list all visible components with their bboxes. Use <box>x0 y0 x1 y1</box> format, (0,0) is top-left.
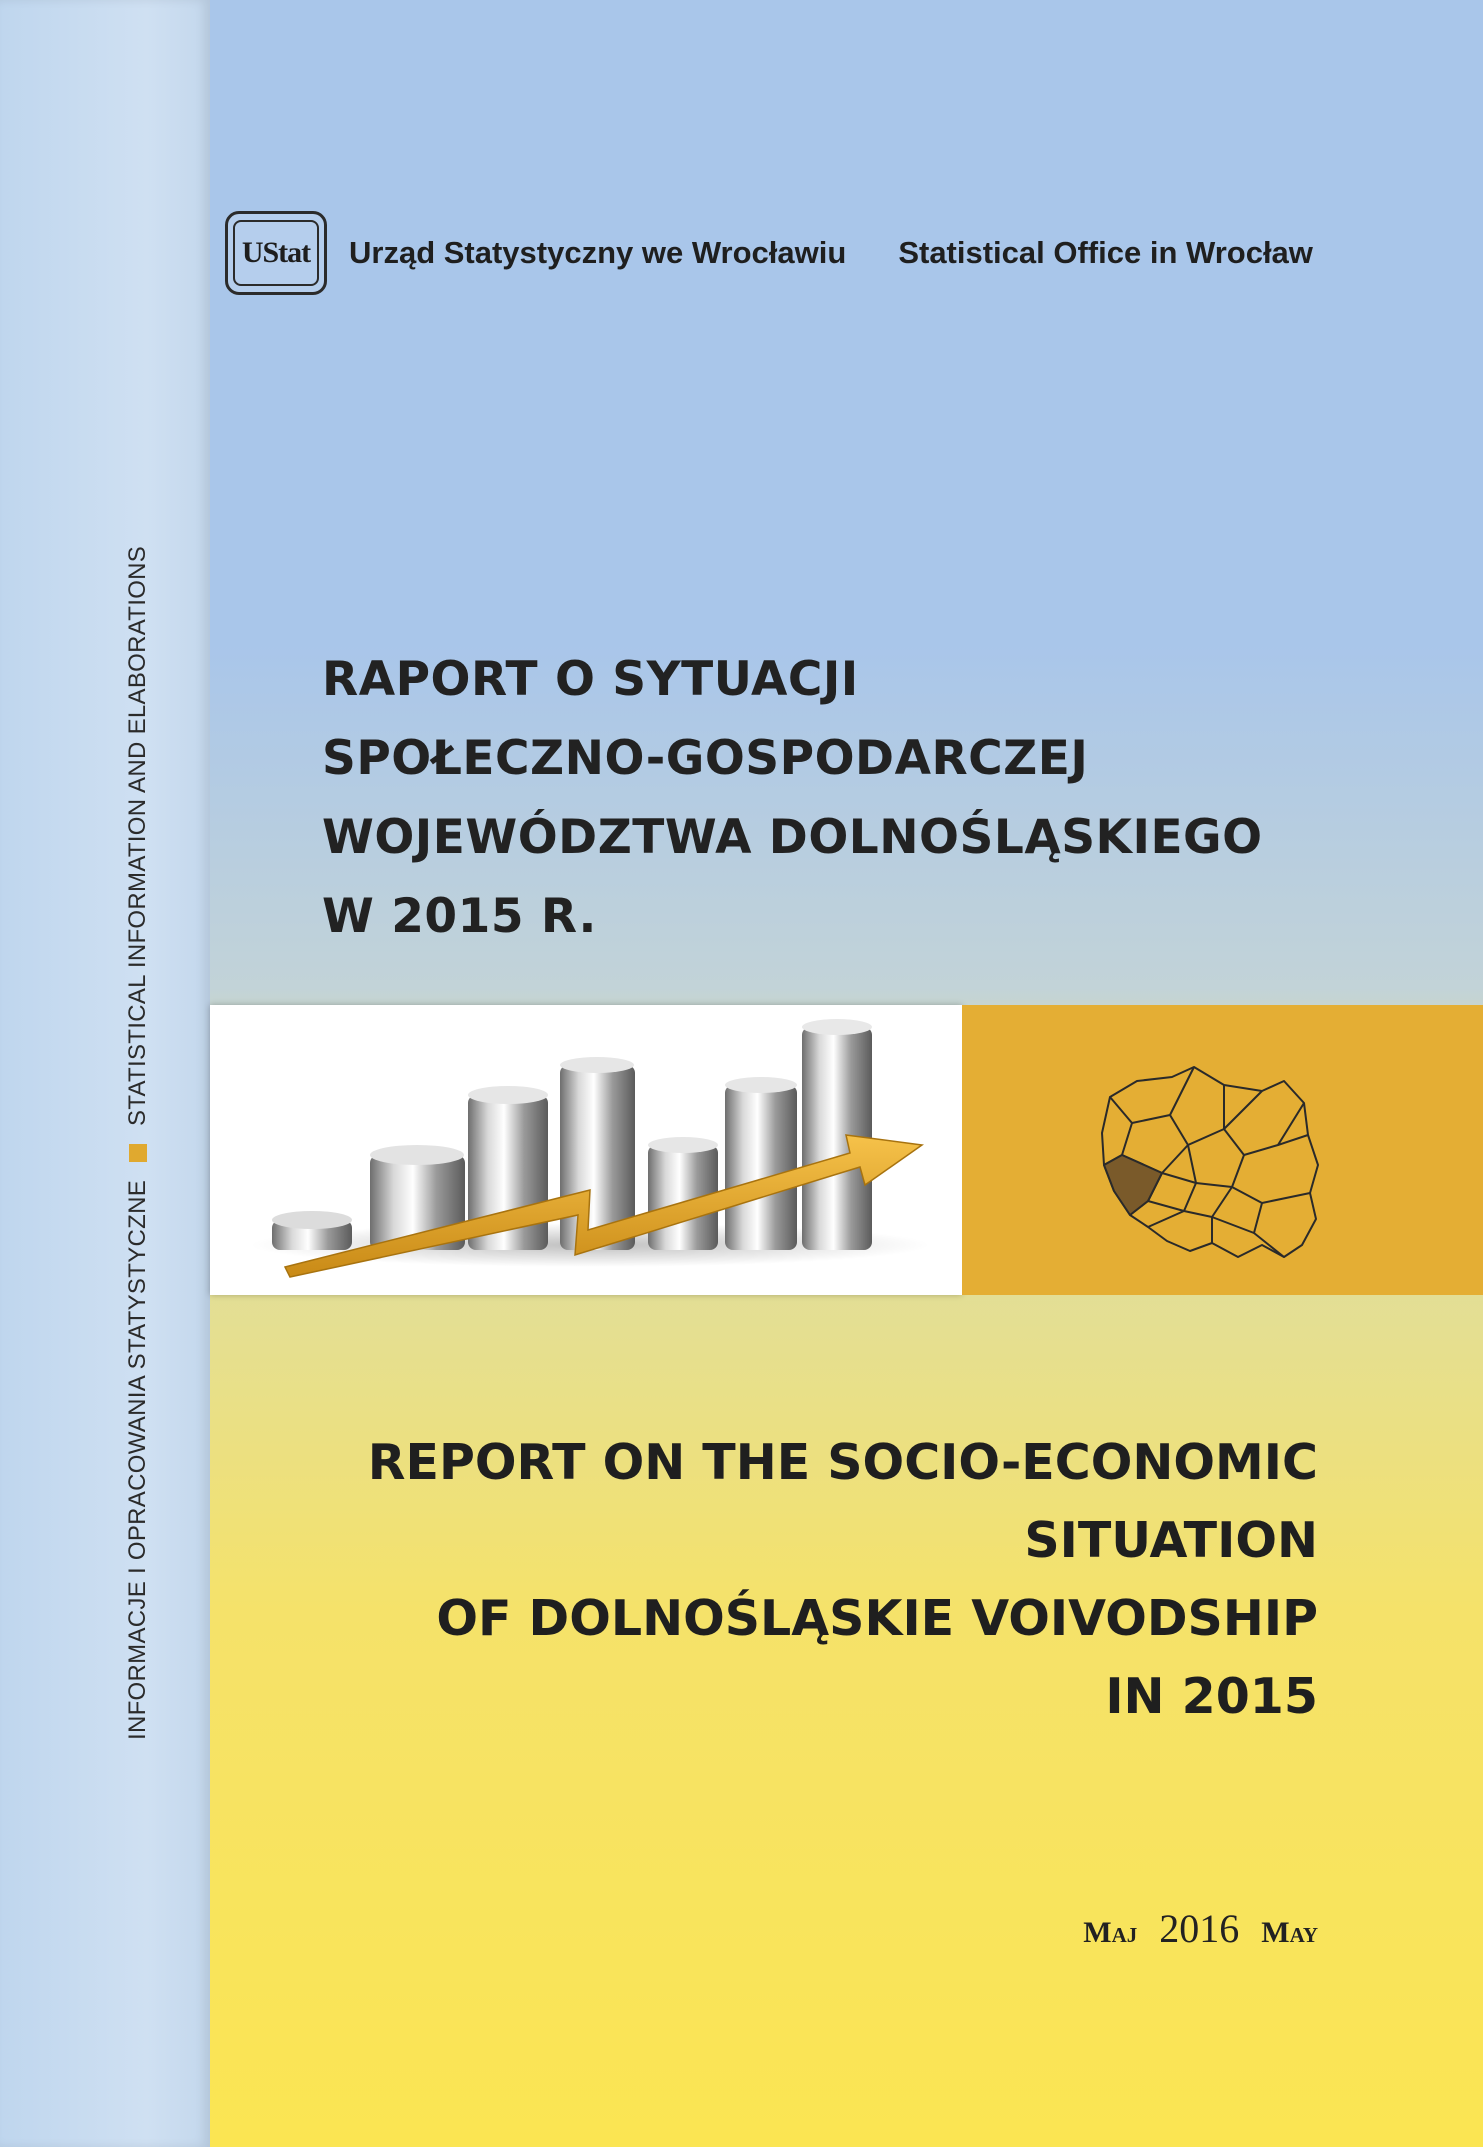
office-header <box>225 208 1313 298</box>
spine-text-en: STATISTICAL INFORMATION AND ELABORATIONS <box>124 545 151 1126</box>
year: 2016 <box>1159 1906 1240 1951</box>
spine-separator-square <box>129 1144 147 1162</box>
spine-text-pl: INFORMACJE I OPRACOWANIA STATYSTYCZNE <box>124 1179 151 1740</box>
bar-chart-with-arrow-icon <box>210 1005 962 1295</box>
title-pl-line: SPOŁECZNO-GOSPODARCZEJ <box>322 731 1089 786</box>
publication-date <box>1083 1905 1318 1952</box>
title-en-line: OF DOLNOŚLĄSKIE VOIVODSHIP <box>436 1590 1318 1647</box>
title-pl-line: W 2015 R. <box>322 889 597 944</box>
month-en: May <box>1261 1916 1318 1949</box>
poland-map-icon <box>962 1005 1483 1295</box>
spine <box>0 0 210 2147</box>
title-en-line: IN 2015 <box>1105 1668 1318 1725</box>
title-english <box>218 1424 1318 1736</box>
month-pl: Maj <box>1083 1916 1138 1949</box>
logo-text: UStat <box>241 236 311 269</box>
title-en-line: REPORT ON THE SOCIO-ECONOMIC <box>367 1434 1318 1491</box>
office-name-en: Statistical Office in Wrocław <box>898 235 1313 270</box>
title-polish <box>322 640 1422 956</box>
title-pl-line: WOJEWÓDZTWA DOLNOŚLĄSKIEGO <box>322 810 1263 865</box>
title-en-line: SITUATION <box>1024 1512 1318 1569</box>
dolnoslaskie-region <box>1104 1155 1162 1215</box>
spine-text <box>118 540 158 1740</box>
image-band <box>210 1005 1483 1295</box>
title-pl-line: RAPORT O SYTUACJI <box>322 652 859 707</box>
ustat-logo <box>225 211 327 295</box>
office-name-pl: Urząd Statystyczny we Wrocławiu <box>349 235 847 270</box>
